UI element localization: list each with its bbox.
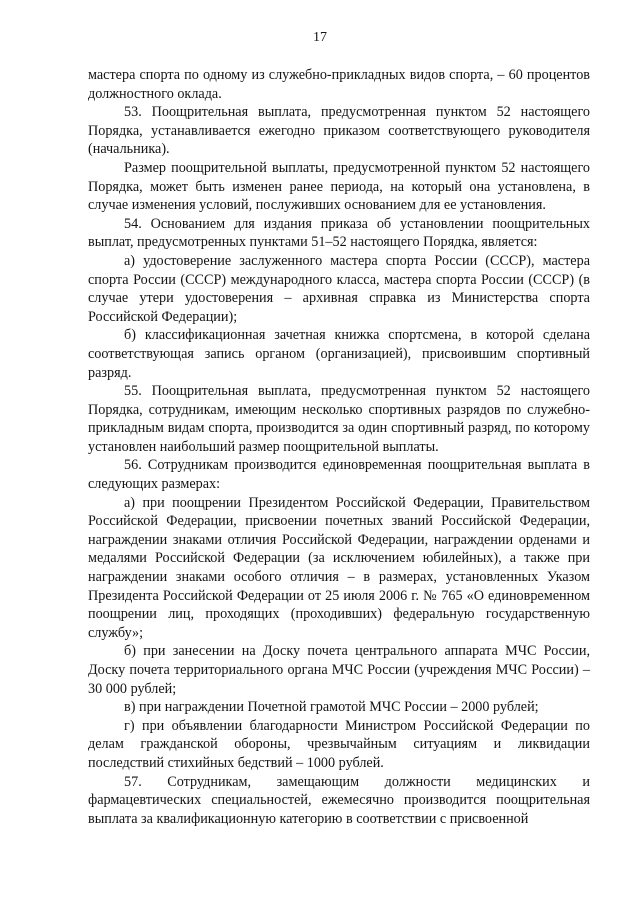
paragraph-continuation: мастера спорта по одному из служебно-прикладных видов спорта, – 60 процентов должностного оклада. (88, 67, 590, 102)
paragraph-53-size: Размер поощрительной выплаты, предусмотренной пунктом 52 настоящего Порядка, может быть изменен ранее периода, на который она установлена, в случае изменения условий, послуживших основанием для ее установления. (88, 159, 590, 214)
paragraph-56-b: б) при занесении на Доску почета центрального аппарата МЧС России, Доску почета территориального органа МЧС России (учреждения МЧС России) – 30 000 рублей; (88, 643, 590, 697)
paragraph-55: 55. Поощрительная выплата, предусмотренная пунктом 52 настоящего Порядка, сотрудникам, имеющим несколько спортивных разрядов по служебно-прикладным видам спорта, производится за один спортивный разряд, по которому установлен наибольший размер поощрительной выплаты. (88, 383, 590, 455)
paragraph-54: 54. Основанием для издания приказа об установлении поощрительных выплат, предусмотренных пунктами 51–52 настоящего Порядка, является: (88, 215, 590, 251)
page-number: 17 (313, 30, 327, 45)
paragraph-54-a: а) удостоверение заслуженного мастера спорта России (СССР), мастера спорта России (СССР) международного класса, мастера спорта России (СССР) (в случае утери удостоверения – архивная справка из Министерства спорта Российской Федерации); (88, 252, 590, 325)
paragraph-56-g: г) при объявлении благодарности Министром Российской Федерации по делам гражданской обороны, чрезвычайным ситуациям и ликвидации последствий стихийных бедствий – 1000 рублей. (88, 717, 590, 771)
document-body (88, 66, 590, 828)
paragraph-56: 56. Сотрудникам производится единовременная поощрительная выплата в следующих размерах: (88, 457, 590, 493)
paragraph-57: 57. Сотрудникам, замещающим должности медицинских и фармацевтических специальностей, ежемесячно производится поощрительная выплата за квалификационную категорию в соответствии с присвоенной (88, 773, 590, 827)
paragraph-54-b: б) классификационная зачетная книжка спортсмена, в которой сделана соответствующая запись органом (организацией), присвоившим спортивный разряд. (88, 327, 590, 381)
paragraph-53: 53. Поощрительная выплата, предусмотренная пунктом 52 настоящего Порядка, устанавливается ежегодно приказом соответствующего руководителя (начальника). (88, 104, 590, 158)
paragraph-56-a: а) при поощрении Президентом Российской Федерации, Правительством Российской Федерации, присвоении почетных званий Российской Федерации, награждении знаками отличия Российской Федерации, награждении орденами и медалями Российской Федерации (за исключением юбилейных), а также при награждении знаками особого отличия – в размерах, установленных Указом Президента Российской Федерации от 25 июля 2006 г. № 765 «О единовременном поощрении лиц, проходящих (проходивших) федеральную государственную службу»; (88, 494, 590, 641)
paragraph-56-v: в) при награждении Почетной грамотой МЧС России – 2000 рублей; (124, 699, 539, 716)
